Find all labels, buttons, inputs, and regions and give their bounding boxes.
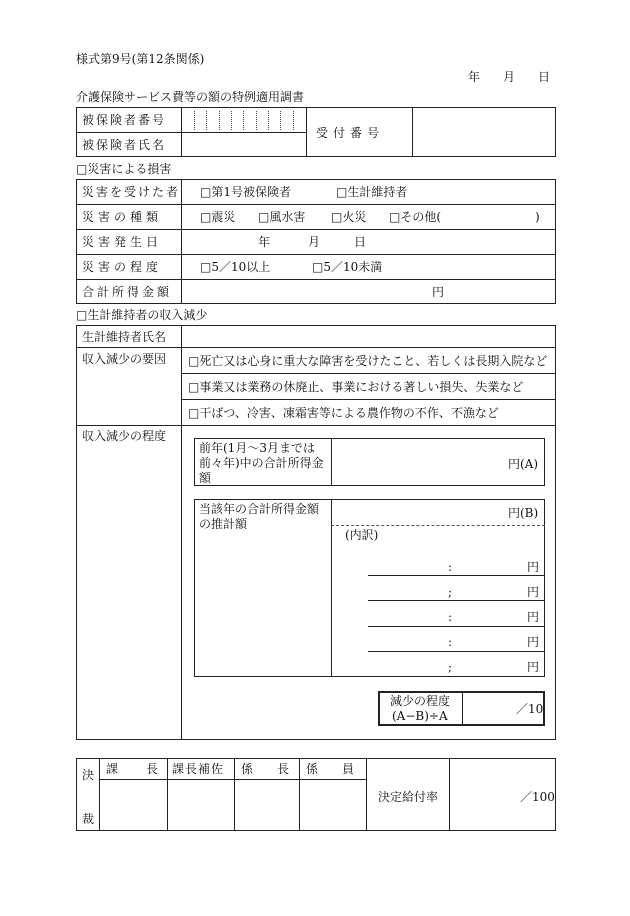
role-section-chief: 課長 [106, 762, 187, 776]
cause-option-death[interactable]: □死亡又は心身に重大な障害を受けたこと、若しくは長期入院など [188, 354, 548, 368]
breakdown-row-5-sep: ; [448, 660, 453, 674]
form-number: 様式第9号(第12条関係) [76, 52, 205, 66]
income-total-yen: 円 [432, 285, 445, 299]
prev-year-label: 前年(1月～3月までは前々年)中の合計所得金額 [199, 441, 324, 485]
reduction-degree-label: 収入減少の程度 [82, 429, 167, 443]
disaster-type-flood[interactable]: □風水害 [258, 210, 306, 224]
disaster-type-label: 災害の種類 [82, 210, 163, 224]
kessai-char-1: 決 [81, 768, 94, 782]
breakdown-row-5-unit: 円 [527, 660, 540, 674]
role-subsection-chief: 係長 [241, 762, 314, 776]
current-year-label: 当該年の合計所得金額の推計額 [199, 502, 320, 531]
disaster-degree-label: 災害の程度 [82, 260, 163, 274]
reception-number-field[interactable] [413, 108, 555, 156]
disaster-date-month: 月 [308, 235, 321, 249]
disaster-type-earthquake[interactable]: □震災 [200, 210, 236, 224]
section2-heading: □生計維持者の収入減少 [76, 308, 208, 322]
role-staff: 係員 [306, 762, 379, 776]
breakdown-row-1-sep: : [448, 560, 453, 574]
role-deputy-chief: 課長補佐 [172, 762, 225, 776]
section1-heading: □災害による損害 [76, 162, 172, 176]
date-year: 年 [468, 70, 481, 84]
seal-deputy-chief[interactable] [168, 780, 233, 830]
breakdown-row-3-sep: : [448, 610, 453, 624]
cause-label: 収入減少の要因 [82, 352, 167, 366]
victim-option-supporter[interactable]: □生計維持者 [336, 185, 408, 199]
insured-name-field[interactable] [182, 133, 305, 156]
rate-label: 決定給付率 [378, 790, 439, 804]
date-month: 月 [503, 70, 516, 84]
cause-option-crop[interactable]: □干ばつ、冷害、凍霜害等による農作物の不作、不漁など [188, 406, 499, 420]
insured-number-label: 被保険者番号 [82, 113, 167, 127]
date-day: 日 [538, 70, 551, 84]
disaster-date-day: 日 [354, 235, 367, 249]
disaster-date-label: 災害発生日 [82, 235, 163, 249]
disaster-type-other-close: ) [535, 210, 540, 224]
reception-number-label: 受付番号 [316, 126, 385, 140]
insured-name-label: 被保険者氏名 [82, 138, 167, 152]
seal-staff[interactable] [300, 780, 365, 830]
supporter-name-label: 生計維持者氏名 [82, 330, 167, 344]
current-year-unit: 円(B) [508, 506, 539, 520]
disaster-type-other[interactable]: □その他( [389, 210, 442, 224]
degree-option-over[interactable]: □5／10以上 [200, 260, 271, 274]
reduction-value: ／10 [516, 702, 544, 716]
income-total-label: 合計所得金額 [82, 285, 173, 299]
seal-section-chief[interactable] [100, 780, 166, 830]
rate-value: ／100 [520, 790, 555, 804]
breakdown-row-1-unit: 円 [527, 560, 540, 574]
breakdown-row-2-unit: 円 [527, 585, 540, 599]
breakdown-row-4-unit: 円 [527, 635, 540, 649]
breakdown-row-2-sep: ; [448, 585, 453, 599]
victim-label: 災害を受けた者 [82, 185, 181, 199]
breakdown-row-4-sep: : [448, 635, 453, 649]
reduction-label-1: 減少の程度 [390, 694, 451, 708]
page-title: 介護保険サービス費等の額の特例適用調書 [76, 90, 305, 104]
reduction-label-2: (A−B)÷A [392, 709, 448, 723]
kessai-char-2: 裁 [81, 812, 94, 826]
breakdown-label: (内訳) [345, 528, 379, 542]
insured-number-field[interactable] [181, 108, 306, 132]
disaster-type-fire[interactable]: □火災 [331, 210, 367, 224]
seal-subsection-chief[interactable] [235, 780, 298, 830]
cause-option-business[interactable]: □事業又は業務の休廃止、事業における著しい損失、失業など [188, 380, 524, 394]
disaster-date-year: 年 [258, 235, 271, 249]
breakdown-row-3-unit: 円 [527, 610, 540, 624]
prev-year-unit: 円(A) [508, 457, 539, 471]
degree-option-under[interactable]: □5／10未満 [312, 260, 383, 274]
victim-option-primary[interactable]: □第1号被保険者 [200, 185, 291, 199]
